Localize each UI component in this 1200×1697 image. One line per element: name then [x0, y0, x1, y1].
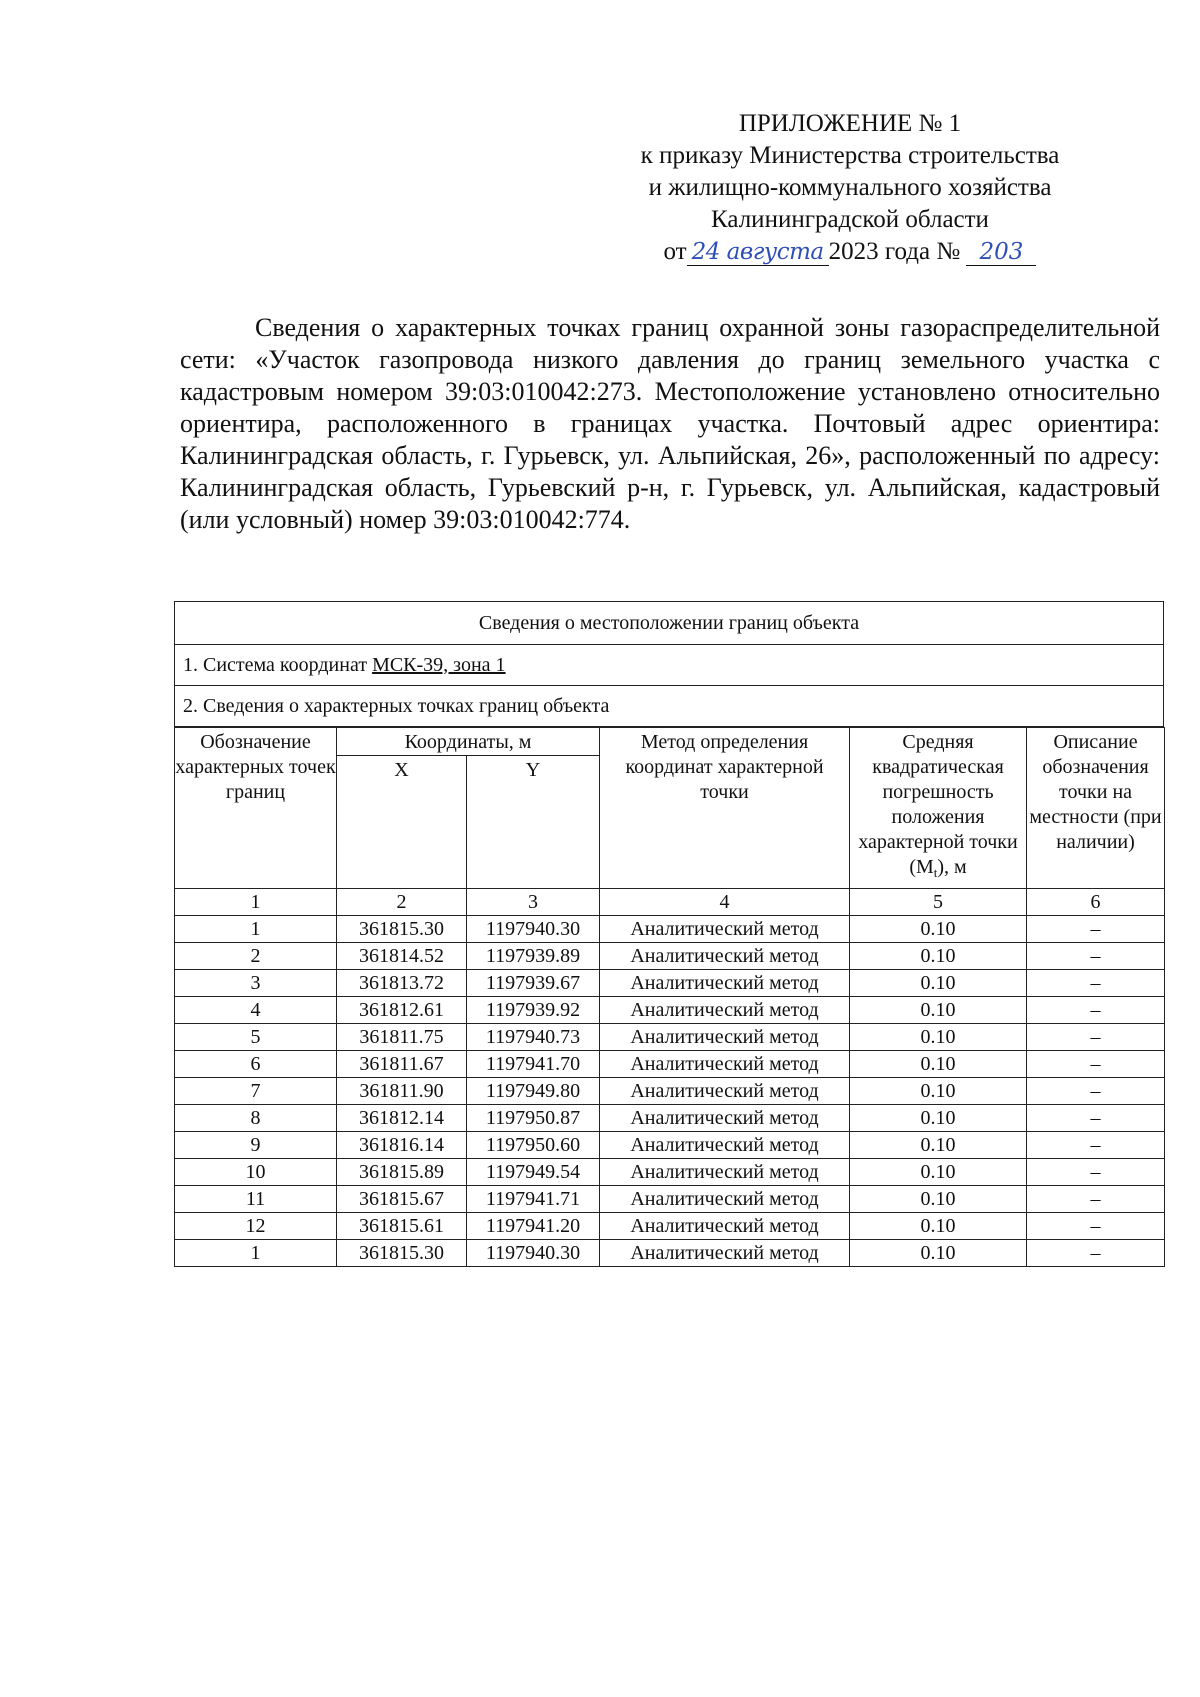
table-row [175, 1078, 1165, 1105]
point-cell: 4 [175, 997, 337, 1024]
description-cell: – [1027, 1240, 1165, 1267]
point-cell: 5 [175, 1024, 337, 1051]
col-y-header: Y [467, 756, 600, 889]
y-cell: 1197941.20 [467, 1213, 600, 1240]
table-row [175, 916, 1165, 943]
error-cell: 0.10 [850, 943, 1027, 970]
point-cell: 1 [175, 916, 337, 943]
coordinate-system-row [175, 645, 1164, 686]
info-table [174, 601, 1164, 727]
point-cell: 8 [175, 1105, 337, 1132]
column-number: 1 [175, 889, 337, 916]
description-cell: – [1027, 1024, 1165, 1051]
x-cell: 361812.14 [337, 1105, 467, 1132]
table-row [175, 1051, 1165, 1078]
table-row [175, 1024, 1165, 1051]
x-cell: 361815.61 [337, 1213, 467, 1240]
description-cell: – [1027, 1105, 1165, 1132]
col-error-text: Средняя квадратическая погрешность положения характерной точки (M [858, 731, 1018, 878]
point-cell: 11 [175, 1186, 337, 1213]
order-line-2: и жилищно-коммунального хозяйства [648, 174, 1052, 201]
order-line-3: Калининградской области [711, 206, 989, 233]
point-cell: 7 [175, 1078, 337, 1105]
date-prefix: от [663, 238, 687, 265]
intro-paragraph: Сведения о характерных точках границ охранной зоны газораспределительной сети: «Участок газопровода низкого давления до границ земельного участка с кадастровым номером 39:03:010042:273. Местоположение установлено относительно ориентира, расположенного в границах участка. Почтовый адрес ориентира: Калининградская область, г. Гурьевск, ул. Альпийская, 26», расположенный по адресу: Калининградская область, Гурьевский р-н, г. Гурьевск, ул. Альпийская, кадастровый (или условный) номер 39:03:010042:774. [180, 313, 1160, 534]
column-number: 6 [1027, 889, 1165, 916]
year-text: 2023 года № [828, 238, 961, 265]
error-cell: 0.10 [850, 1159, 1027, 1186]
error-cell: 0.10 [850, 970, 1027, 997]
description-cell: – [1027, 1132, 1165, 1159]
col-x-header: X [337, 756, 467, 889]
point-cell: 9 [175, 1132, 337, 1159]
x-cell: 361814.52 [337, 943, 467, 970]
y-cell: 1197941.71 [467, 1186, 600, 1213]
column-number: 5 [850, 889, 1027, 916]
point-cell: 1 [175, 1240, 337, 1267]
method-cell: Аналитический метод [600, 1186, 850, 1213]
table-row [175, 1159, 1165, 1186]
point-cell: 2 [175, 943, 337, 970]
y-cell: 1197940.30 [467, 1240, 600, 1267]
method-cell: Аналитический метод [600, 997, 850, 1024]
method-cell: Аналитический метод [600, 916, 850, 943]
error-cell: 0.10 [850, 1213, 1027, 1240]
error-cell: 0.10 [850, 1078, 1027, 1105]
points-section-label: 2. Сведения о характерных точках границ объекта [175, 686, 1164, 727]
error-cell: 0.10 [850, 1024, 1027, 1051]
error-cell: 0.10 [850, 916, 1027, 943]
x-cell: 361815.30 [337, 916, 467, 943]
description-cell: – [1027, 970, 1165, 997]
table-row [175, 1132, 1165, 1159]
x-cell: 361816.14 [337, 1132, 467, 1159]
y-cell: 1197940.30 [467, 916, 600, 943]
description-cell: – [1027, 997, 1165, 1024]
order-line-1: к приказу Министерства строительства [640, 142, 1060, 169]
handwritten-order-number: 203 [966, 239, 1036, 266]
col-point-header: Обозначение характерных точек границ [175, 728, 337, 889]
table-row [175, 943, 1165, 970]
error-cell: 0.10 [850, 1105, 1027, 1132]
x-cell: 361811.67 [337, 1051, 467, 1078]
method-cell: Аналитический метод [600, 1159, 850, 1186]
error-cell: 0.10 [850, 1051, 1027, 1078]
y-cell: 1197939.92 [467, 997, 600, 1024]
point-cell: 3 [175, 970, 337, 997]
method-cell: Аналитический метод [600, 1024, 850, 1051]
table-row [175, 970, 1165, 997]
coordinate-system-value: МСК-39, зона 1 [372, 653, 506, 676]
error-cell: 0.10 [850, 1240, 1027, 1267]
method-cell: Аналитический метод [600, 970, 850, 997]
y-cell: 1197949.54 [467, 1159, 600, 1186]
point-cell: 12 [175, 1213, 337, 1240]
order-date-line [590, 236, 1110, 268]
table-row [175, 1240, 1165, 1267]
x-cell: 361815.30 [337, 1240, 467, 1267]
col-coordinates-header: Координаты, м [337, 728, 600, 756]
handwritten-date: 24 августа [687, 239, 829, 266]
y-cell: 1197939.67 [467, 970, 600, 997]
column-number: 4 [600, 889, 850, 916]
error-cell: 0.10 [850, 997, 1027, 1024]
x-cell: 361811.90 [337, 1078, 467, 1105]
coordinate-system-label: 1. Система координат [183, 653, 373, 676]
col-error-subscript: t [933, 865, 938, 880]
col-method-header: Метод определения координат характерной точки [600, 728, 850, 889]
x-cell: 361811.75 [337, 1024, 467, 1051]
table-title: Сведения о местоположении границ объекта [175, 602, 1164, 645]
points-table [174, 727, 1165, 1267]
x-cell: 361815.67 [337, 1186, 467, 1213]
description-cell: – [1027, 1159, 1165, 1186]
description-cell: – [1027, 1186, 1165, 1213]
x-cell: 361813.72 [337, 970, 467, 997]
x-cell: 361812.61 [337, 997, 467, 1024]
y-cell: 1197950.60 [467, 1132, 600, 1159]
appendix-title: ПРИЛОЖЕНИЕ № 1 [738, 110, 962, 137]
column-number: 3 [467, 889, 600, 916]
method-cell: Аналитический метод [600, 1213, 850, 1240]
intro-text [180, 312, 1160, 536]
error-cell: 0.10 [850, 1132, 1027, 1159]
table-row [175, 997, 1165, 1024]
description-cell: – [1027, 1051, 1165, 1078]
description-cell: – [1027, 1213, 1165, 1240]
column-number: 2 [337, 889, 467, 916]
points-table-body [175, 916, 1165, 1267]
table-row [175, 1213, 1165, 1240]
col-error-header [850, 728, 1027, 889]
description-cell: – [1027, 1078, 1165, 1105]
point-cell: 6 [175, 1051, 337, 1078]
point-cell: 10 [175, 1159, 337, 1186]
table-row [175, 1186, 1165, 1213]
y-cell: 1197949.80 [467, 1078, 600, 1105]
method-cell: Аналитический метод [600, 1078, 850, 1105]
table-row [175, 1105, 1165, 1132]
y-cell: 1197940.73 [467, 1024, 600, 1051]
error-cell: 0.10 [850, 1186, 1027, 1213]
method-cell: Аналитический метод [600, 1240, 850, 1267]
method-cell: Аналитический метод [600, 1132, 850, 1159]
method-cell: Аналитический метод [600, 1105, 850, 1132]
appendix-header [590, 108, 1110, 268]
y-cell: 1197939.89 [467, 943, 600, 970]
description-cell: – [1027, 943, 1165, 970]
y-cell: 1197950.87 [467, 1105, 600, 1132]
method-cell: Аналитический метод [600, 943, 850, 970]
y-cell: 1197941.70 [467, 1051, 600, 1078]
method-cell: Аналитический метод [600, 1051, 850, 1078]
col-description-header: Описание обозначения точки на местности (при наличии) [1027, 728, 1165, 889]
description-cell: – [1027, 916, 1165, 943]
col-error-unit: ), м [937, 856, 967, 878]
x-cell: 361815.89 [337, 1159, 467, 1186]
